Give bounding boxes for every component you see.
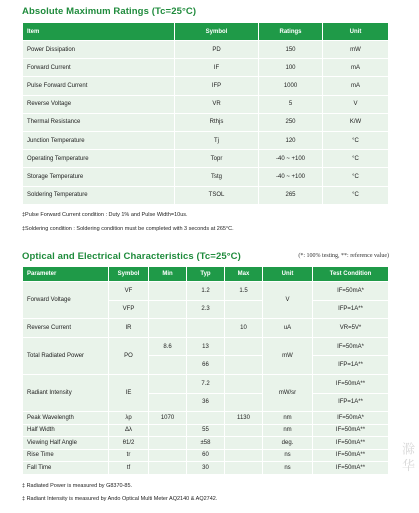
column-header: Test Condition <box>313 267 389 282</box>
typ-cell: 1.2 <box>187 282 225 301</box>
table-cell <box>225 462 263 475</box>
table-cell <box>225 437 263 450</box>
table-cell: 1130 <box>225 412 263 425</box>
table-row <box>23 424 389 437</box>
table-cell: λp <box>109 412 149 425</box>
symbol-cell: PO <box>109 337 149 374</box>
table-cell: ns <box>263 462 313 475</box>
min-cell <box>149 282 187 301</box>
table-row <box>23 168 389 186</box>
unit-cell: uA <box>263 319 313 338</box>
table-cell: θ1/2 <box>109 437 149 450</box>
table-cell: TSOL <box>175 186 259 204</box>
table-cell: -40 ~ +100 <box>259 150 323 168</box>
table-cell: 150 <box>259 41 323 59</box>
table-header-row <box>23 23 389 41</box>
condition-cell: IFP=1A** <box>313 356 389 375</box>
table-cell <box>225 424 263 437</box>
min-cell <box>149 356 187 375</box>
column-header: Item <box>23 23 175 41</box>
table-cell: 60 <box>187 449 225 462</box>
radiated-power-note: ‡ Radiated Power is measured by G8370-85. <box>22 483 133 489</box>
table-row <box>23 150 389 168</box>
unit-cell: mW/sr <box>263 374 313 411</box>
max-cell <box>225 300 263 319</box>
table-row <box>23 437 389 450</box>
condition-cell: IF=50mA* <box>313 337 389 356</box>
unit-cell: V <box>263 282 313 319</box>
symbol-cell: IR <box>109 319 149 338</box>
testing-note: (*: 100% testing, **: reference value) <box>298 253 389 259</box>
table-row <box>23 113 389 131</box>
table-cell: -40 ~ +100 <box>259 168 323 186</box>
typ-cell: 36 <box>187 393 225 412</box>
table-cell: 55 <box>187 424 225 437</box>
table-cell: tr <box>109 449 149 462</box>
table-cell: V <box>323 95 389 113</box>
table-cell: nm <box>263 412 313 425</box>
typ-cell: 66 <box>187 356 225 375</box>
column-header: Min <box>149 267 187 282</box>
param-label: Storage Temperature <box>23 168 175 186</box>
table-row <box>23 337 389 356</box>
table-cell: °C <box>323 131 389 149</box>
min-cell <box>149 374 187 393</box>
radiant-intensity-note: ‡ Radiant Intensity is measured by Ando Optical Multi Meter AQ2140 & AQ2742. <box>22 496 218 502</box>
optical-title: Optical and Electrical Characteristics (Tc=25°C) <box>22 251 241 262</box>
typ-cell: 7.2 <box>187 374 225 393</box>
table-cell <box>187 412 225 425</box>
table-cell: Tj <box>175 131 259 149</box>
table-row <box>23 282 389 301</box>
soldering-note: ‡Soldering condition : Soldering condition must be completed with 3 seconds at 265°C. <box>22 226 234 232</box>
table-cell <box>149 449 187 462</box>
table-row <box>23 449 389 462</box>
table-cell: 100 <box>259 59 323 77</box>
param-label: Viewing Half Angle <box>23 437 109 450</box>
param-label: Half Width <box>23 424 109 437</box>
table-cell: IF=50mA** <box>313 449 389 462</box>
table-cell: mA <box>323 77 389 95</box>
column-header: Parameter <box>23 267 109 282</box>
param-label: Pulse Forward Current <box>23 77 175 95</box>
table-cell: deg. <box>263 437 313 450</box>
max-cell <box>225 393 263 412</box>
table-row <box>23 462 389 475</box>
condition-cell: IF=50mA** <box>313 374 389 393</box>
table-cell: VR <box>175 95 259 113</box>
table-cell: IF=50mA** <box>313 462 389 475</box>
column-header: Symbol <box>109 267 149 282</box>
optical-table-simple-rows <box>23 412 389 475</box>
condition-cell: IFP=1A** <box>313 300 389 319</box>
min-cell <box>149 319 187 338</box>
param-label: Forward Voltage <box>23 282 109 319</box>
table-cell: IF=50mA* <box>313 412 389 425</box>
table-row <box>23 131 389 149</box>
param-label: Total Radiated Power <box>23 337 109 374</box>
param-label: Thermal Resistance <box>23 113 175 131</box>
param-label: Operating Temperature <box>23 150 175 168</box>
condition-cell: IF=50mA* <box>313 282 389 301</box>
table-cell: Rthjs <box>175 113 259 131</box>
table-cell: ±58 <box>187 437 225 450</box>
param-label: Rise Time <box>23 449 109 462</box>
table-cell: PD <box>175 41 259 59</box>
symbol-cell: IE <box>109 374 149 411</box>
watermark: 滁 华 <box>400 442 415 472</box>
param-label: Reverse Current <box>23 319 109 338</box>
pulse-current-note: ‡Pulse Forward Current condition : Duty 1% and Pulse Width=10us. <box>22 212 188 218</box>
symbol-cell: VFP <box>109 300 149 319</box>
typ-cell: 2.3 <box>187 300 225 319</box>
optical-table <box>22 266 389 475</box>
table-row <box>23 319 389 338</box>
table-cell <box>225 449 263 462</box>
abs-max-table <box>22 22 389 205</box>
max-cell <box>225 374 263 393</box>
table-cell: 1070 <box>149 412 187 425</box>
table-row <box>23 186 389 204</box>
column-header: Max <box>225 267 263 282</box>
min-cell <box>149 300 187 319</box>
table-cell: mW <box>323 41 389 59</box>
table-row <box>23 95 389 113</box>
table-cell: °C <box>323 186 389 204</box>
table-row <box>23 374 389 393</box>
table-cell: IF=50mA** <box>313 424 389 437</box>
table-cell <box>149 437 187 450</box>
table-cell: °C <box>323 168 389 186</box>
table-header-row <box>23 267 389 282</box>
unit-cell: mW <box>263 337 313 374</box>
table-cell: mA <box>323 59 389 77</box>
typ-cell <box>187 319 225 338</box>
table-cell: 1000 <box>259 77 323 95</box>
column-header: Typ <box>187 267 225 282</box>
param-label: Forward Current <box>23 59 175 77</box>
symbol-cell: VF <box>109 282 149 301</box>
table-cell: 250 <box>259 113 323 131</box>
table-cell: 265 <box>259 186 323 204</box>
param-label: Radiant Intensity <box>23 374 109 411</box>
column-header: Unit <box>323 23 389 41</box>
abs-max-table-body <box>23 41 389 205</box>
table-row <box>23 77 389 95</box>
table-cell: IF=50mA** <box>313 437 389 450</box>
table-cell: IF <box>175 59 259 77</box>
table-cell: 120 <box>259 131 323 149</box>
condition-cell: IFP=1A** <box>313 393 389 412</box>
min-cell <box>149 393 187 412</box>
table-cell: ns <box>263 449 313 462</box>
optical-table-body <box>23 282 389 412</box>
table-row <box>23 41 389 59</box>
table-cell: Topr <box>175 150 259 168</box>
table-cell: 30 <box>187 462 225 475</box>
param-label: Reverse Voltage <box>23 95 175 113</box>
typ-cell: 13 <box>187 337 225 356</box>
abs-max-title: Absolute Maximum Ratings (Tc=25°C) <box>22 6 197 17</box>
table-cell <box>149 462 187 475</box>
column-header: Unit <box>263 267 313 282</box>
param-label: Fall Time <box>23 462 109 475</box>
max-cell: 1.5 <box>225 282 263 301</box>
max-cell: 10 <box>225 319 263 338</box>
param-label: Junction Temperature <box>23 131 175 149</box>
condition-cell: VR=5V* <box>313 319 389 338</box>
table-cell: nm <box>263 424 313 437</box>
column-header: Symbol <box>175 23 259 41</box>
table-cell: °C <box>323 150 389 168</box>
table-cell: IFP <box>175 77 259 95</box>
param-label: Soldering Temperature <box>23 186 175 204</box>
max-cell <box>225 337 263 356</box>
table-cell: Tstg <box>175 168 259 186</box>
table-row <box>23 59 389 77</box>
param-label: Peak Wavelength <box>23 412 109 425</box>
table-cell: 5 <box>259 95 323 113</box>
param-label: Power Dissipation <box>23 41 175 59</box>
min-cell: 8.6 <box>149 337 187 356</box>
table-cell <box>149 424 187 437</box>
table-cell: K/W <box>323 113 389 131</box>
table-row <box>23 412 389 425</box>
column-header: Ratings <box>259 23 323 41</box>
max-cell <box>225 356 263 375</box>
table-cell: tf <box>109 462 149 475</box>
table-cell: Δλ <box>109 424 149 437</box>
